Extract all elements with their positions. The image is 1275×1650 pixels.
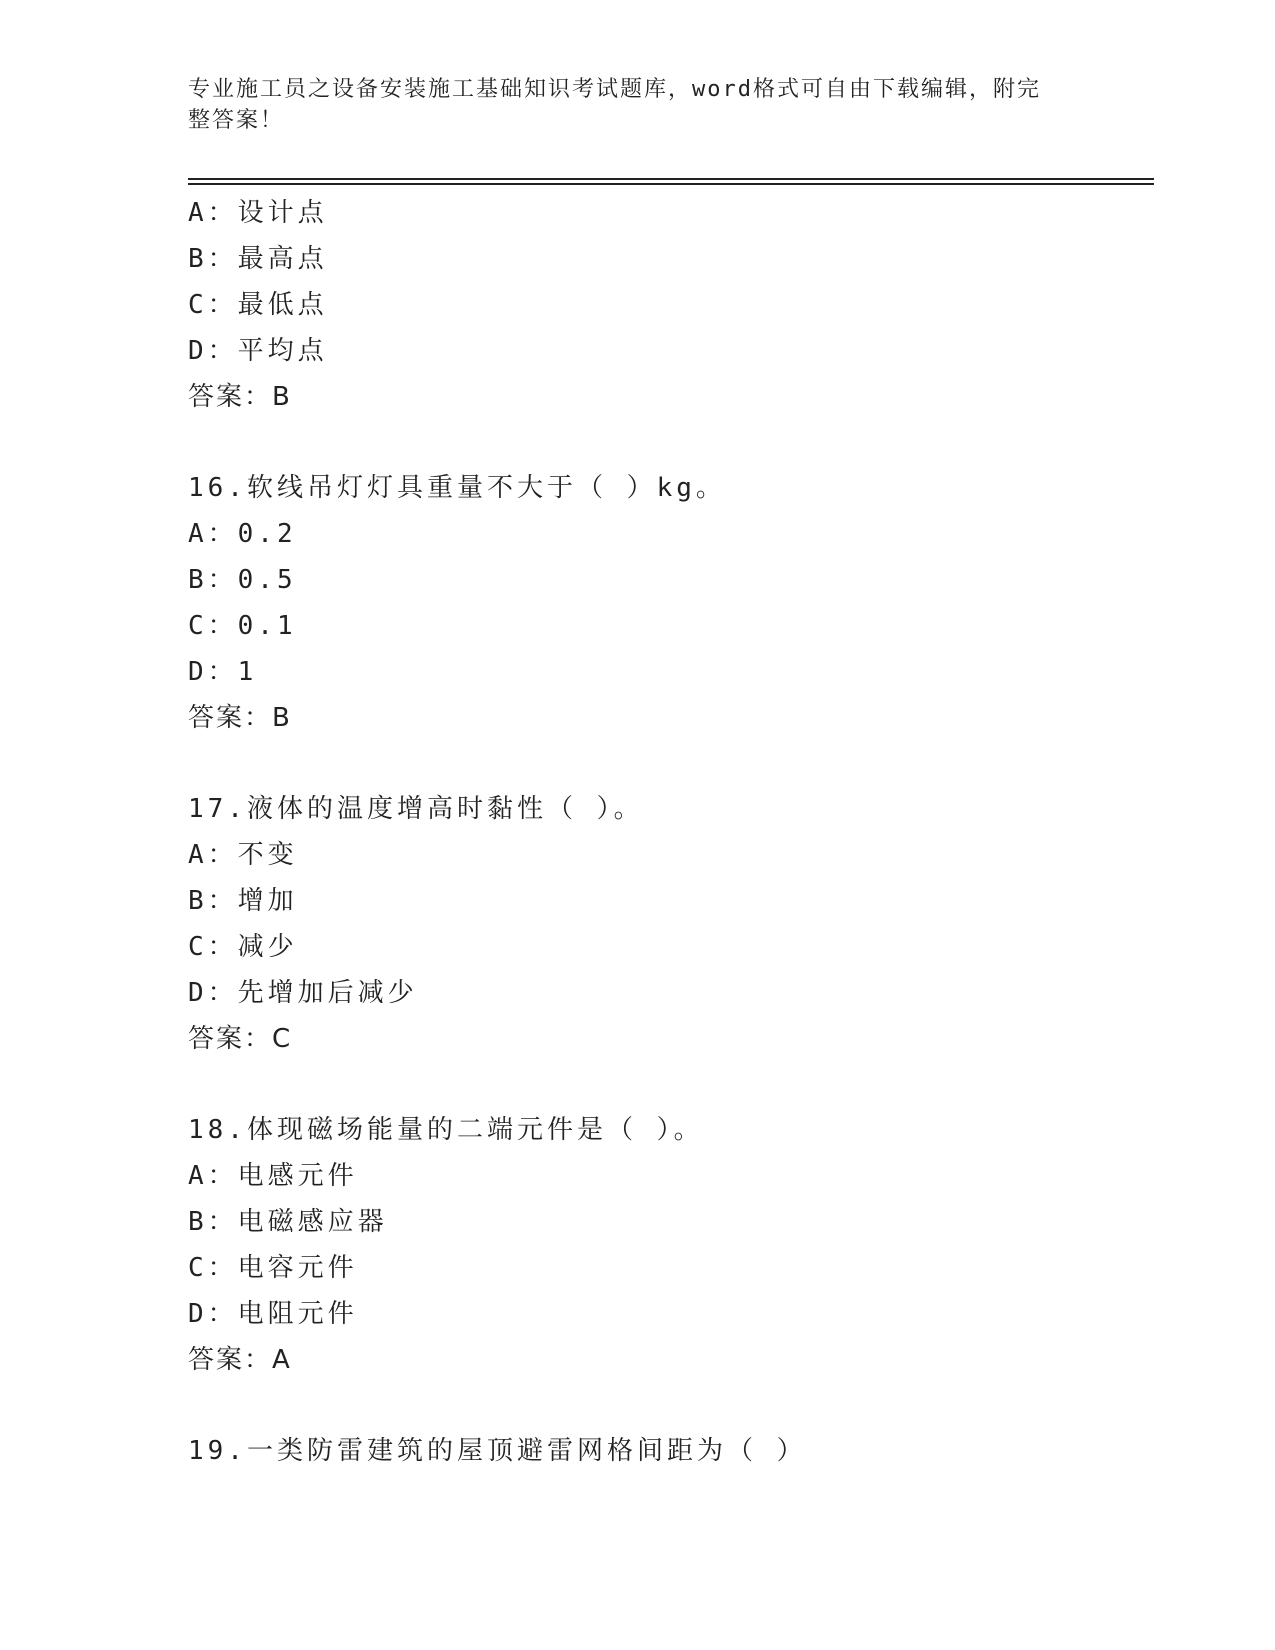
option-c: C：减少 [188,932,298,962]
option-a: A：设计点 [188,198,328,228]
option-a: A：不变 [188,840,298,870]
header-divider-bottom [188,183,1154,185]
question-block-16 [188,465,1148,741]
question-block-19 [188,1428,1148,1474]
question-stem: 19.一类防雷建筑的屋顶避雷网格间距为（ ） [188,1436,807,1466]
answer-line: 答案：B [188,382,292,412]
option-b: B：电磁感应器 [188,1207,388,1237]
option-c: C：电容元件 [188,1253,358,1283]
question-block-15 [188,190,1148,420]
option-d: D：平均点 [188,336,328,366]
option-a: A：0.2 [188,519,297,549]
question-stem: 16.软线吊灯灯具重量不大于（ ）kg。 [188,473,726,503]
option-b: B：最高点 [188,244,328,274]
spacer [188,741,1148,786]
question-list [188,190,1148,1474]
answer-line: 答案：C [188,1024,293,1054]
option-c: C：最低点 [188,290,328,320]
header-divider-top [188,178,1154,180]
option-d: D：1 [188,657,258,687]
document-header [188,74,1068,136]
option-c: C：0.1 [188,611,297,641]
option-b: B：增加 [188,886,298,916]
option-a: A：电感元件 [188,1161,358,1191]
header-line-1: 专业施工员之设备安装施工基础知识考试题库，word格式可自由下载编辑，附完 [188,77,1041,102]
spacer [188,420,1148,465]
spacer [188,1383,1148,1428]
question-stem: 18.体现磁场能量的二端元件是（ ）。 [188,1115,704,1145]
option-d: D：电阻元件 [188,1299,358,1329]
header-line-2: 整答案！ [188,108,285,133]
answer-line: 答案：B [188,703,292,733]
question-block-18 [188,1107,1148,1383]
answer-line: 答案：A [188,1345,292,1375]
question-stem: 17.液体的温度增高时黏性（ ）。 [188,794,644,824]
option-d: D：先增加后减少 [188,978,418,1008]
option-b: B：0.5 [188,565,297,595]
spacer [188,1062,1148,1107]
question-block-17 [188,786,1148,1062]
